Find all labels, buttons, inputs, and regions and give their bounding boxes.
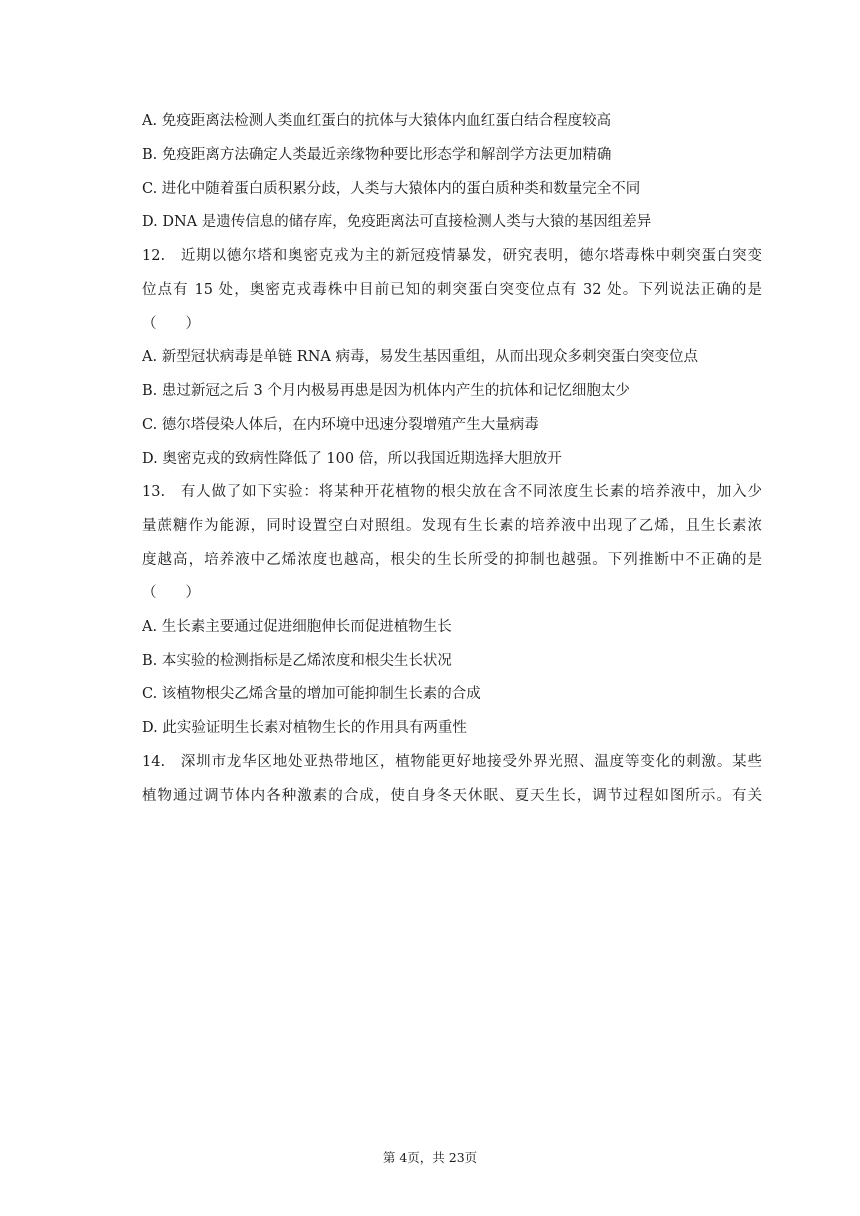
- q14-number: 14.: [142, 754, 166, 770]
- q13-stem-line-2: 量蔗糖作为能源，同时设置空白对照组。发现有生长素的培养液中出现了乙烯，且生长素浓: [142, 518, 762, 534]
- q12-stem-line-2: 位点有 15 处，奥密克戎毒株中目前已知的刺突蛋白突变位点有 32 处。下列说法正确的是: [142, 282, 762, 298]
- q14-stem-line-2: 植物通过调节体内各种激素的合成，使自身冬天休眠、夏天生长，调节过程如图所示。有关: [142, 788, 762, 804]
- q12-stem-text-1: 近期以德尔塔和奥密克戎为主的新冠疫情暴发，研究表明，德尔塔毒株中刺突蛋白突变: [180, 248, 762, 264]
- q13-answer-blank: （ ）: [142, 585, 200, 601]
- q12-answer-blank: （ ）: [142, 316, 200, 332]
- q11-option-b: B. 免疫距离方法确定人类最近亲缘物种要比形态学和解剖学方法更加精确: [142, 147, 612, 163]
- q13-option-d: D. 此实验证明生长素对植物生长的作用具有两重性: [142, 720, 467, 736]
- q12-option-a: A. 新型冠状病毒是单链 RNA 病毒，易发生基因重组，从而出现众多刺突蛋白突变位点: [142, 349, 698, 365]
- q12-number: 12.: [142, 248, 166, 264]
- q12-option-d: D. 奥密克戎的致病性降低了 100 倍，所以我国近期选择大胆放开: [142, 451, 562, 467]
- q13-stem-line-3: 度越高，培养液中乙烯浓度也越高，根尖的生长所受的抑制也越强。下列推断中不正确的是: [142, 552, 762, 568]
- q13-option-c: C. 该植物根尖乙烯含量的增加可能抑制生长素的合成: [142, 686, 481, 702]
- q13-stem-line-1: [142, 482, 762, 502]
- q12-option-c: C. 德尔塔侵染人体后，在内环境中迅速分裂增殖产生大量病毒: [142, 417, 539, 433]
- q11-option-d: D. DNA 是遗传信息的储存库，免疫距离法可直接检测人类与大猿的基因组差异: [142, 214, 652, 230]
- q13-number: 13.: [142, 484, 166, 500]
- q12-option-b: B. 患过新冠之后 3 个月内极易再患是因为机体内产生的抗体和记忆细胞太少: [142, 383, 630, 399]
- page-footer: 第 4页，共 23页: [382, 1150, 478, 1165]
- q13-option-b: B. 本实验的检测指标是乙烯浓度和根尖生长状况: [142, 653, 452, 669]
- q13-stem-text-1: 有人做了如下实验：将某种开花植物的根尖放在含不同浓度生长素的培养液中，加入少: [180, 484, 762, 500]
- q14-stem-line-1: [142, 752, 762, 772]
- q13-option-a: A. 生长素主要通过促进细胞伸长而促进植物生长: [142, 619, 452, 635]
- q12-stem-line-1: [142, 246, 762, 266]
- q14-stem-text-1: 深圳市龙华区地处亚热带地区，植物能更好地接受外界光照、温度等变化的刺激。某些: [180, 754, 762, 770]
- q11-option-a: A. 免疫距离法检测人类血红蛋白的抗体与大猿体内血红蛋白结合程度较高: [142, 113, 612, 129]
- q11-option-c: C. 进化中随着蛋白质积累分歧，人类与大猿体内的蛋白质种类和数量完全不同: [142, 181, 641, 197]
